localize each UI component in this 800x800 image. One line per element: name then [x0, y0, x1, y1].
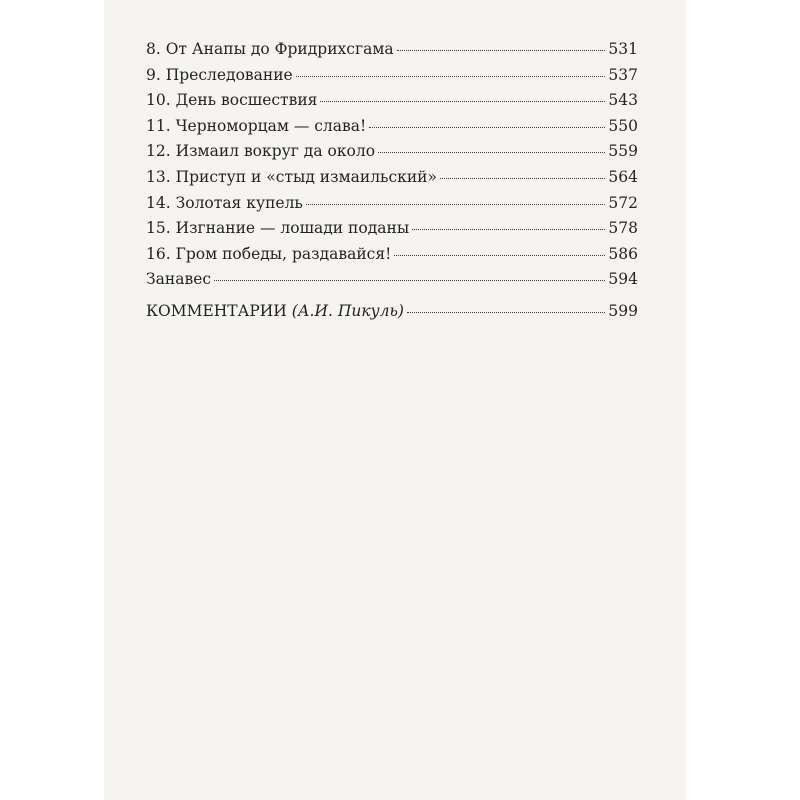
- toc-entry-page: 572: [608, 193, 638, 212]
- toc-entry: [146, 219, 638, 245]
- toc-entry: [146, 194, 638, 220]
- toc-entry-page: 537: [608, 65, 638, 84]
- toc-entry-title: 14. Золотая купель: [146, 193, 303, 212]
- comments-author: (А.И. Пикуль): [291, 301, 404, 320]
- toc-entry-page: 599: [608, 301, 638, 320]
- toc-entry: [146, 142, 638, 168]
- toc-entry: [146, 270, 638, 296]
- toc-entry-title: 10. День восшествия: [146, 91, 318, 110]
- toc-entry-page: 564: [608, 167, 638, 186]
- dot-leader: [378, 152, 605, 153]
- toc-entry: [146, 66, 638, 92]
- dot-leader: [306, 204, 606, 205]
- dot-leader: [369, 127, 605, 128]
- toc-entry: [146, 40, 638, 66]
- toc-entry-title: 15. Изгнание — лошади поданы: [146, 219, 410, 238]
- dot-leader: [214, 280, 605, 281]
- dot-leader: [296, 76, 606, 77]
- dot-leader: [412, 229, 605, 230]
- toc-entry-page: 594: [608, 270, 638, 289]
- toc-entry-page: 543: [608, 91, 638, 110]
- toc-entry-page: 586: [608, 244, 638, 263]
- toc-entry: [146, 245, 638, 271]
- toc-entry-page: 578: [608, 219, 638, 238]
- toc-entry-page: 559: [608, 142, 638, 161]
- toc-entry-title: 8. От Анапы до Фридрихсгама: [146, 40, 394, 58]
- dot-leader: [394, 255, 605, 256]
- toc-entry-comments: [146, 302, 638, 328]
- dot-leader: [397, 50, 606, 51]
- dot-leader: [440, 178, 605, 179]
- toc-entry: [146, 91, 638, 117]
- toc-entry-title: 12. Измаил вокруг да около: [146, 142, 376, 161]
- toc-entry-title: 13. Приступ и «стыд измаильский»: [146, 167, 437, 186]
- toc-entry-title: 9. Преследование: [146, 65, 293, 84]
- toc-entry: [146, 117, 638, 143]
- toc-entry-page: 550: [608, 116, 638, 135]
- toc-entry-title: [146, 302, 404, 320]
- dot-leader: [407, 312, 605, 313]
- toc-entry-page: 531: [608, 40, 638, 58]
- dot-leader: [320, 101, 605, 102]
- toc-entry: [146, 168, 638, 194]
- table-of-contents: [146, 40, 638, 328]
- toc-entry-title: 16. Гром победы, раздавайся!: [146, 244, 392, 263]
- toc-entry-title: Занавес: [146, 270, 212, 289]
- comments-title: КОММЕНТАРИИ: [146, 301, 287, 320]
- toc-entry-title: 11. Черноморцам — слава!: [146, 116, 367, 135]
